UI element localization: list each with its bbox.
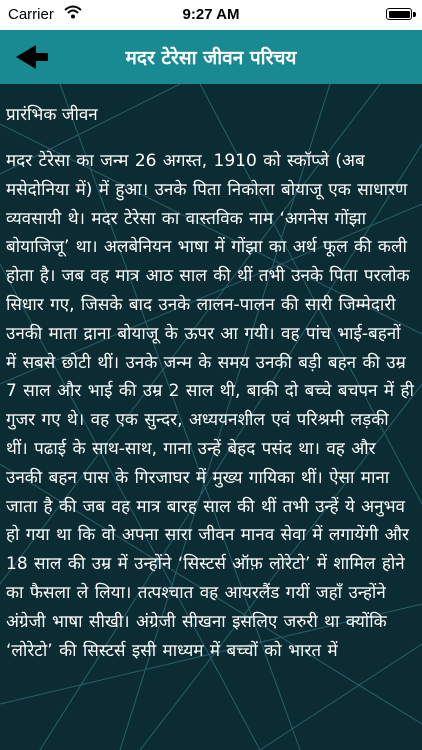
article-body: मदर टेरेसा का जन्म 26 अगस्त, 1910 को स्कॉप्जे (अब मसेदोनिया में) में हुआ। उनके पिता निकोला बोयाजू एक साधारण व्यवसायी थे। मदर टेरेसा का वास्तविक नाम ‘अगनेस गोंझा बोयाजिजू’ था। अलबेनियन भाषा में गोंझा का अर्थ फूल की कली होता है। जब वह मात्र आठ साल की थीं तभी उनके पिता परलोक सिधार गए, जिसके बाद उनके लालन-पालन की सारी जिम्मेदारी उनकी माता द्राना बोयाजू के ऊपर आ गयी। वह पांच भाई-बहनों में सबसे छोटी थीं। उनके जन्म के समय उनकी बड़ी बहन की उम्र 7 साल और भाई की उम्र 2 साल थी, बाकी दो बच्चे बचपन में ही गुजर गए थे। वह एक सुन्दर, अध्ययनशील एवं परिश्रमी लड़की थीं। पढाई के साथ-साथ, गाना उन्हें बेहद पसंद था। वह और उनकी बहन पास के गिरजाघर में मुख्य गायिका थीं। ऐसा माना जाता है की जब वह मात्र बारह साल की थीं तभी उन्हें ये अनुभव हो गया था कि वो अपना सारा जीवन मानव सेवा में लगायेंगी और 18 साल की उम्र में उन्होंने ‘सिस्टर्स ऑफ़ लोरेटो’ में शामिल होने का फैसला ले लिया। तत्पश्चात वह आयरलैंड गयीं जहाँ उन्होंने अंग्रेजी भाषा सीखी। अंग्रेजी सीखना इसलिए जरुरी था क्योंकि ‘लोरेटो’ की सिस्टर्स इसी माध्यम में बच्चों को भारत में [6, 151, 414, 661]
page-title: मदर टेरेसा जीवन परिचय [125, 47, 297, 69]
carrier-label: Carrier [8, 6, 54, 23]
article-content[interactable] [0, 84, 422, 750]
article-text [6, 102, 416, 665]
battery-tip [413, 12, 416, 17]
status-time: 9:27 AM [182, 6, 240, 23]
section-heading: प्रारंभिक जीवन [6, 105, 98, 125]
status-bar [0, 0, 422, 30]
navigation-bar [0, 30, 422, 84]
battery-icon [386, 8, 412, 20]
